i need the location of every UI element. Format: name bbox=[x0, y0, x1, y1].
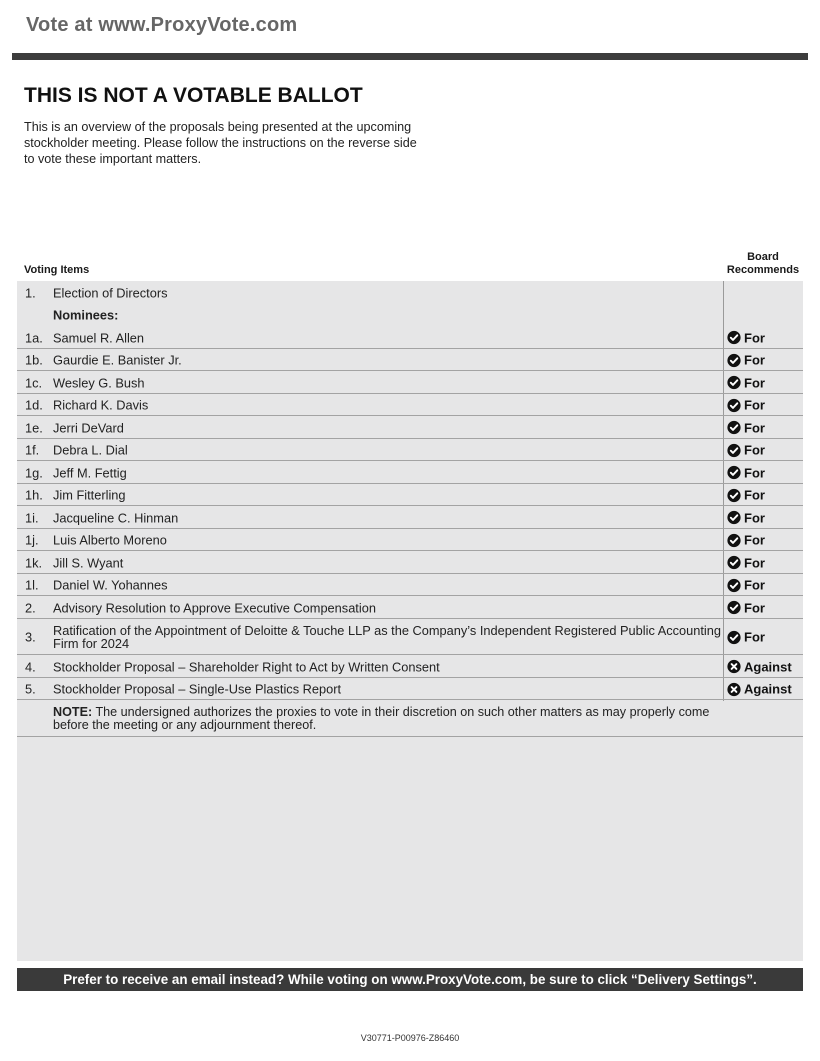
recommendation-text: Against bbox=[744, 681, 792, 697]
recommendation-text: For bbox=[744, 465, 765, 480]
recommendation-text: For bbox=[744, 330, 765, 345]
x-circle-icon bbox=[727, 660, 741, 674]
check-circle-icon bbox=[727, 511, 741, 525]
board-recommendation bbox=[727, 420, 765, 435]
item-label: Richard K. Davis bbox=[53, 397, 149, 413]
item-label: Jeff M. Fettig bbox=[53, 465, 127, 480]
item-number: 1f. bbox=[25, 442, 40, 458]
board-recommendation bbox=[727, 578, 765, 593]
voting-item-row bbox=[17, 349, 803, 371]
recommendation-text: For bbox=[744, 510, 765, 525]
header-url: Vote at www.ProxyVote.com bbox=[26, 14, 298, 36]
recommendation-text: For bbox=[744, 487, 765, 503]
recommendation-text: Against bbox=[744, 659, 792, 674]
note-text bbox=[53, 706, 743, 732]
item-number: 1k. bbox=[25, 555, 43, 570]
recommendation-text: For bbox=[744, 629, 765, 645]
voting-item-row bbox=[17, 326, 803, 349]
item-label: Advisory Resolution to Approve Executive Compensation bbox=[53, 600, 376, 615]
voting-item-row bbox=[17, 529, 803, 551]
item-number: 1e. bbox=[25, 420, 43, 435]
ballot-panel bbox=[17, 281, 803, 961]
recommendation-text: For bbox=[744, 442, 765, 458]
check-circle-icon bbox=[727, 601, 741, 615]
voting-item-row bbox=[17, 281, 803, 304]
note-body: The undersigned authorizes the proxies to vote in their discretion on such other matters as may properly come before the meeting or any adjournment thereof. bbox=[53, 704, 710, 732]
document-code: V30771-P00976-Z86460 bbox=[360, 1033, 460, 1043]
item-label: Stockholder Proposal – Shareholder Right to Act by Written Consent bbox=[53, 659, 440, 674]
item-number: 1j. bbox=[25, 532, 39, 548]
board-recommendation bbox=[727, 330, 765, 345]
item-label: Jill S. Wyant bbox=[53, 555, 124, 570]
check-circle-icon bbox=[727, 466, 741, 480]
board-recommendation bbox=[727, 510, 765, 525]
board-recommendation bbox=[727, 443, 765, 458]
item-label: Luis Alberto Moreno bbox=[53, 532, 167, 548]
x-circle-icon bbox=[727, 682, 741, 696]
recommendation-text: For bbox=[744, 555, 765, 570]
board-recommendation bbox=[727, 488, 765, 503]
recommendation-text: For bbox=[744, 397, 765, 413]
item-label: Wesley G. Bush bbox=[53, 375, 145, 390]
item-number: 5. bbox=[25, 681, 36, 697]
voting-item-row bbox=[17, 416, 803, 439]
board-recommendation bbox=[727, 398, 765, 413]
item-label: Jim Fitterling bbox=[53, 487, 126, 503]
board-recommendation bbox=[727, 630, 765, 645]
recommendation-text: For bbox=[744, 420, 765, 435]
voting-item-row bbox=[17, 678, 803, 700]
item-label: Election of Directors bbox=[53, 285, 168, 300]
item-label: Samuel R. Allen bbox=[53, 330, 145, 345]
item-label: Ratification of the Appointment of Deloitte & Touche LLP as the Company’s Independent Registered Public Accounting Firm for 2024 bbox=[53, 623, 722, 651]
check-circle-icon bbox=[727, 398, 741, 412]
voting-item-row bbox=[17, 551, 803, 574]
item-label: Debra L. Dial bbox=[53, 442, 128, 458]
check-circle-icon bbox=[727, 630, 741, 644]
voting-item-row bbox=[17, 304, 803, 326]
item-number: 3. bbox=[25, 629, 36, 645]
item-number: 1g. bbox=[25, 465, 43, 480]
recommendation-text: For bbox=[744, 375, 765, 390]
item-number: 1h. bbox=[25, 487, 43, 503]
item-label: Jerri DeVard bbox=[53, 420, 124, 435]
nominees-heading: Nominees: bbox=[53, 307, 119, 323]
voting-item-row bbox=[17, 619, 803, 655]
voting-item-row bbox=[17, 484, 803, 506]
item-number: 4. bbox=[25, 659, 36, 674]
voting-item-row bbox=[17, 506, 803, 529]
item-number: 1c. bbox=[25, 375, 43, 390]
item-label: Jacqueline C. Hinman bbox=[53, 510, 179, 525]
board-recommendation bbox=[727, 533, 765, 548]
item-label: Stockholder Proposal – Single-Use Plastics Report bbox=[53, 681, 342, 697]
header-rule bbox=[12, 53, 808, 60]
item-label: Daniel W. Yohannes bbox=[53, 577, 168, 593]
board-recommendation bbox=[727, 555, 765, 570]
recommendation-text: For bbox=[744, 352, 765, 368]
check-circle-icon bbox=[727, 556, 741, 570]
voting-item-row bbox=[17, 574, 803, 596]
board-recommendation bbox=[727, 682, 792, 697]
email-delivery-banner: Prefer to receive an email instead? While voting on www.ProxyVote.com, be sure to click “Delivery Settings”. bbox=[17, 968, 803, 991]
board-recommendation bbox=[727, 600, 765, 615]
board-recommendation bbox=[727, 375, 765, 390]
check-circle-icon bbox=[727, 533, 741, 547]
check-circle-icon bbox=[727, 331, 741, 345]
board-recommends-header bbox=[722, 251, 804, 277]
item-number: 1b. bbox=[25, 352, 43, 368]
item-label: Gaurdie E. Banister Jr. bbox=[53, 352, 182, 368]
check-circle-icon bbox=[727, 353, 741, 367]
recommendation-text: For bbox=[744, 577, 765, 593]
item-number: 1l. bbox=[25, 577, 39, 593]
voting-items-header: Voting Items bbox=[24, 264, 90, 276]
page-title: THIS IS NOT A VOTABLE BALLOT bbox=[24, 84, 363, 107]
voting-item-row bbox=[17, 596, 803, 619]
voting-item-row bbox=[17, 439, 803, 461]
voting-item-row bbox=[17, 394, 803, 416]
board-recommendation bbox=[727, 353, 765, 368]
note-lead: NOTE: bbox=[53, 704, 93, 719]
item-number: 2. bbox=[25, 600, 36, 615]
board-recommends-line2: Recommends bbox=[726, 264, 800, 276]
voting-item-row bbox=[17, 371, 803, 394]
board-recommends-line1: Board bbox=[747, 251, 779, 263]
recommendation-text: For bbox=[744, 600, 765, 615]
check-circle-icon bbox=[727, 376, 741, 390]
voting-item-row bbox=[17, 655, 803, 678]
item-number: 1. bbox=[25, 285, 36, 300]
check-circle-icon bbox=[727, 421, 741, 435]
item-number: 1d. bbox=[25, 397, 43, 413]
check-circle-icon bbox=[727, 443, 741, 457]
note-row bbox=[17, 700, 803, 737]
item-number: 1i. bbox=[25, 510, 39, 525]
item-number: 1a. bbox=[25, 330, 43, 345]
intro-text: This is an overview of the proposals being presented at the upcoming stockholder meeting. Please follow the instructions on the reverse side to vote these important matters. bbox=[24, 120, 417, 166]
board-recommendation bbox=[727, 659, 792, 674]
recommendation-text: For bbox=[744, 532, 765, 548]
check-circle-icon bbox=[727, 488, 741, 502]
board-recommendation bbox=[727, 465, 765, 480]
check-circle-icon bbox=[727, 578, 741, 592]
voting-item-row bbox=[17, 461, 803, 484]
